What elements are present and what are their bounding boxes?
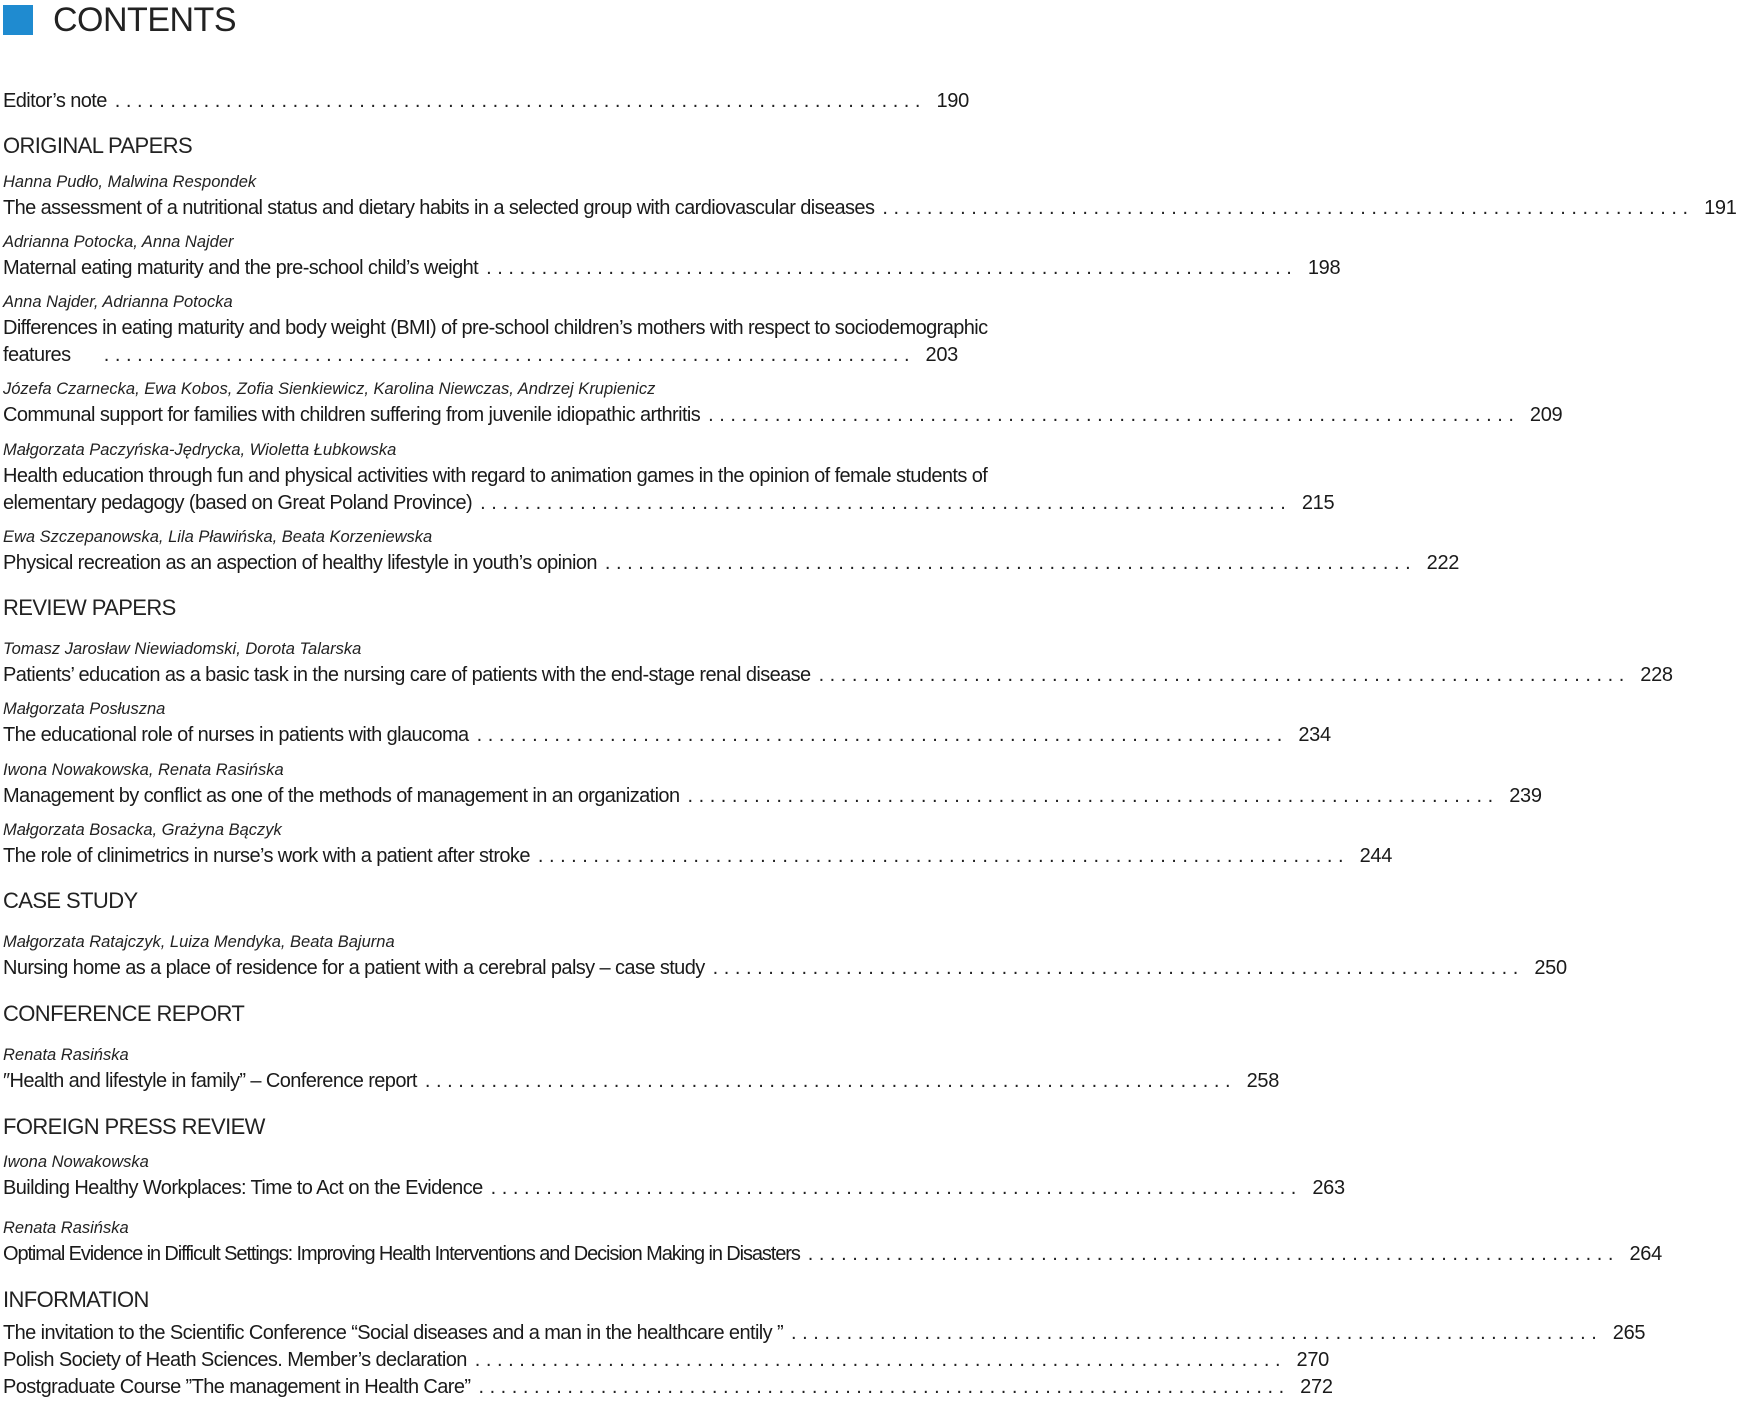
toc-entry[interactable] [3,1346,1329,1374]
entry-authors: Iwona Nowakowska, Renata Rasińska [3,761,284,779]
page-number: 263 [1312,1177,1345,1199]
toc-entry[interactable] [3,254,1341,282]
dot-leader [475,1346,1281,1374]
page-number: 258 [1246,1070,1280,1092]
toc-entry[interactable] [3,401,1563,429]
toc-entry[interactable] [3,1174,1345,1202]
entry-authors: Ewa Szczepanowska, Lila Pławińska, Beata Korzeniewska [3,528,433,546]
entry-title: The educational role of nurses in patients with glaucoma [3,724,469,746]
toc-entry[interactable] [3,194,1737,222]
toc-entry[interactable] [3,1067,1280,1095]
page-number: 209 [1529,404,1563,426]
entry-authors: Renata Rasińska [3,1046,129,1064]
page-number: 239 [1509,785,1542,807]
page-number: 215 [1301,492,1335,514]
page-number: 264 [1629,1243,1662,1265]
toc-entry[interactable] [3,341,958,369]
entry-authors: Józefa Czarnecka, Ewa Kobos, Zofia Sienkiewicz, Karolina Niewczas, Andrzej Krupienicz [3,380,656,398]
entry-authors: Hanna Pudło, Malwina Respondek [3,173,257,191]
entry-title: Patients’ education as a basic task in the nursing care of patients with the end-stage renal disease [3,664,811,686]
section-heading-information: INFORMATION [3,1287,149,1312]
dot-leader [538,842,1344,870]
dot-leader [882,194,1688,222]
toc-entry[interactable] [3,1240,1662,1268]
entry-title: ″Health and lifestyle in family” – Conference report [3,1070,417,1092]
section-heading-original-papers: ORIGINAL PAPERS [3,133,193,158]
entry-title: Optimal Evidence in Difficult Settings: Improving Health Interventions and Decision Making in Disasters [3,1243,800,1265]
dot-leader [115,87,921,115]
toc-entry[interactable] [3,954,1567,982]
section-heading-conference-report: CONFERENCE REPORT [3,1001,245,1026]
blue-square-icon [3,5,33,35]
entry-authors: Małgorzata Bosacka, Grażyna Bączyk [3,821,282,839]
toc-entry[interactable] [3,489,1335,517]
entry-title: Physical recreation as an aspection of healthy lifestyle in youth’s opinion [3,552,597,574]
toc-entry-editors-note[interactable] [3,87,969,115]
page-number: 203 [925,344,958,366]
entry-title-line[interactable]: Differences in eating maturity and body weight (BMI) of pre-school children’s mothers with respect to sociodemographic [3,317,988,339]
page-number: 228 [1640,664,1673,686]
dot-leader [687,782,1493,810]
dot-leader [78,341,909,369]
entry-authors: Renata Rasińska [3,1219,129,1237]
dot-leader [819,661,1625,689]
entry-title: Nursing home as a place of residence for a patient with a cerebral palsy – case study [3,957,705,979]
toc-entry[interactable] [3,1373,1333,1401]
entry-authors: Małgorzata Paczyńska-Jędrycka, Wioletta Łubkowska [3,441,397,459]
section-heading-foreign-press-review: FOREIGN PRESS REVIEW [3,1114,265,1139]
page-number: 270 [1296,1349,1329,1371]
page-number: 234 [1298,724,1331,746]
entry-title: The assessment of a nutritional status and dietary habits in a selected group with cardiovascular diseases [3,197,875,219]
dot-leader [480,489,1286,517]
entry-authors: Adrianna Potocka, Anna Najder [3,233,234,251]
page-number: 191 [1704,197,1737,219]
toc-entry[interactable] [3,1319,1646,1347]
page-number: 265 [1612,1322,1646,1344]
entry-title: Editor’s note [3,90,107,112]
dot-leader [425,1067,1231,1095]
toc-entry[interactable] [3,782,1542,810]
dot-leader [491,1174,1297,1202]
entry-title-line[interactable]: Health education through fun and physical activities with regard to animation games in the opinion of female students of [3,465,988,487]
section-heading-case-study: CASE STUDY [3,888,138,913]
dot-leader [708,401,1514,429]
section-heading-review-papers: REVIEW PAPERS [3,595,176,620]
entry-title: Management by conflict as one of the methods of management in an organization [3,785,680,807]
entry-title: Building Healthy Workplaces: Time to Act on the Evidence [3,1177,483,1199]
entry-title: elementary pedagogy (based on Great Poland Province) [3,492,473,514]
toc-entry[interactable] [3,549,1460,577]
entry-title: The role of clinimetrics in nurse’s work with a patient after stroke [3,845,530,867]
dot-leader [605,549,1411,577]
page-number: 198 [1307,257,1341,279]
dot-leader [791,1319,1597,1347]
entry-authors: Małgorzata Posłuszna [3,700,166,718]
entry-authors: Małgorzata Ratajczyk, Luiza Mendyka, Beata Bajurna [3,933,395,951]
entry-title: Polish Society of Heath Sciences. Member’s declaration [3,1349,467,1371]
entry-title: features [3,344,71,366]
contents-header [3,0,236,40]
entry-authors: Tomasz Jarosław Niewiadomski, Dorota Talarska [3,640,362,658]
entry-authors: Iwona Nowakowska [3,1153,149,1171]
page-number: 250 [1534,957,1567,979]
page-number: 272 [1300,1376,1333,1398]
dot-leader [808,1240,1614,1268]
page-title: CONTENTS [53,0,236,39]
toc-entry[interactable] [3,721,1331,749]
page-number: 244 [1359,845,1393,867]
page-number: 222 [1426,552,1460,574]
dot-leader [486,254,1292,282]
toc-entry[interactable] [3,842,1393,870]
page-number: 190 [936,90,969,112]
entry-title: Postgraduate Course ”The management in Health Care” [3,1376,471,1398]
entry-title: The invitation to the Scientific Conference “Social diseases and a man in the healthcare entily ” [3,1322,784,1344]
dot-leader [477,721,1283,749]
dot-leader [713,954,1519,982]
dot-leader [478,1373,1284,1401]
entry-authors: Anna Najder, Adrianna Potocka [3,293,233,311]
toc-entry[interactable] [3,661,1673,689]
entry-title: Maternal eating maturity and the pre-school child’s weight [3,257,479,279]
entry-title: Communal support for families with children suffering from juvenile idiopathic arthritis [3,404,701,426]
